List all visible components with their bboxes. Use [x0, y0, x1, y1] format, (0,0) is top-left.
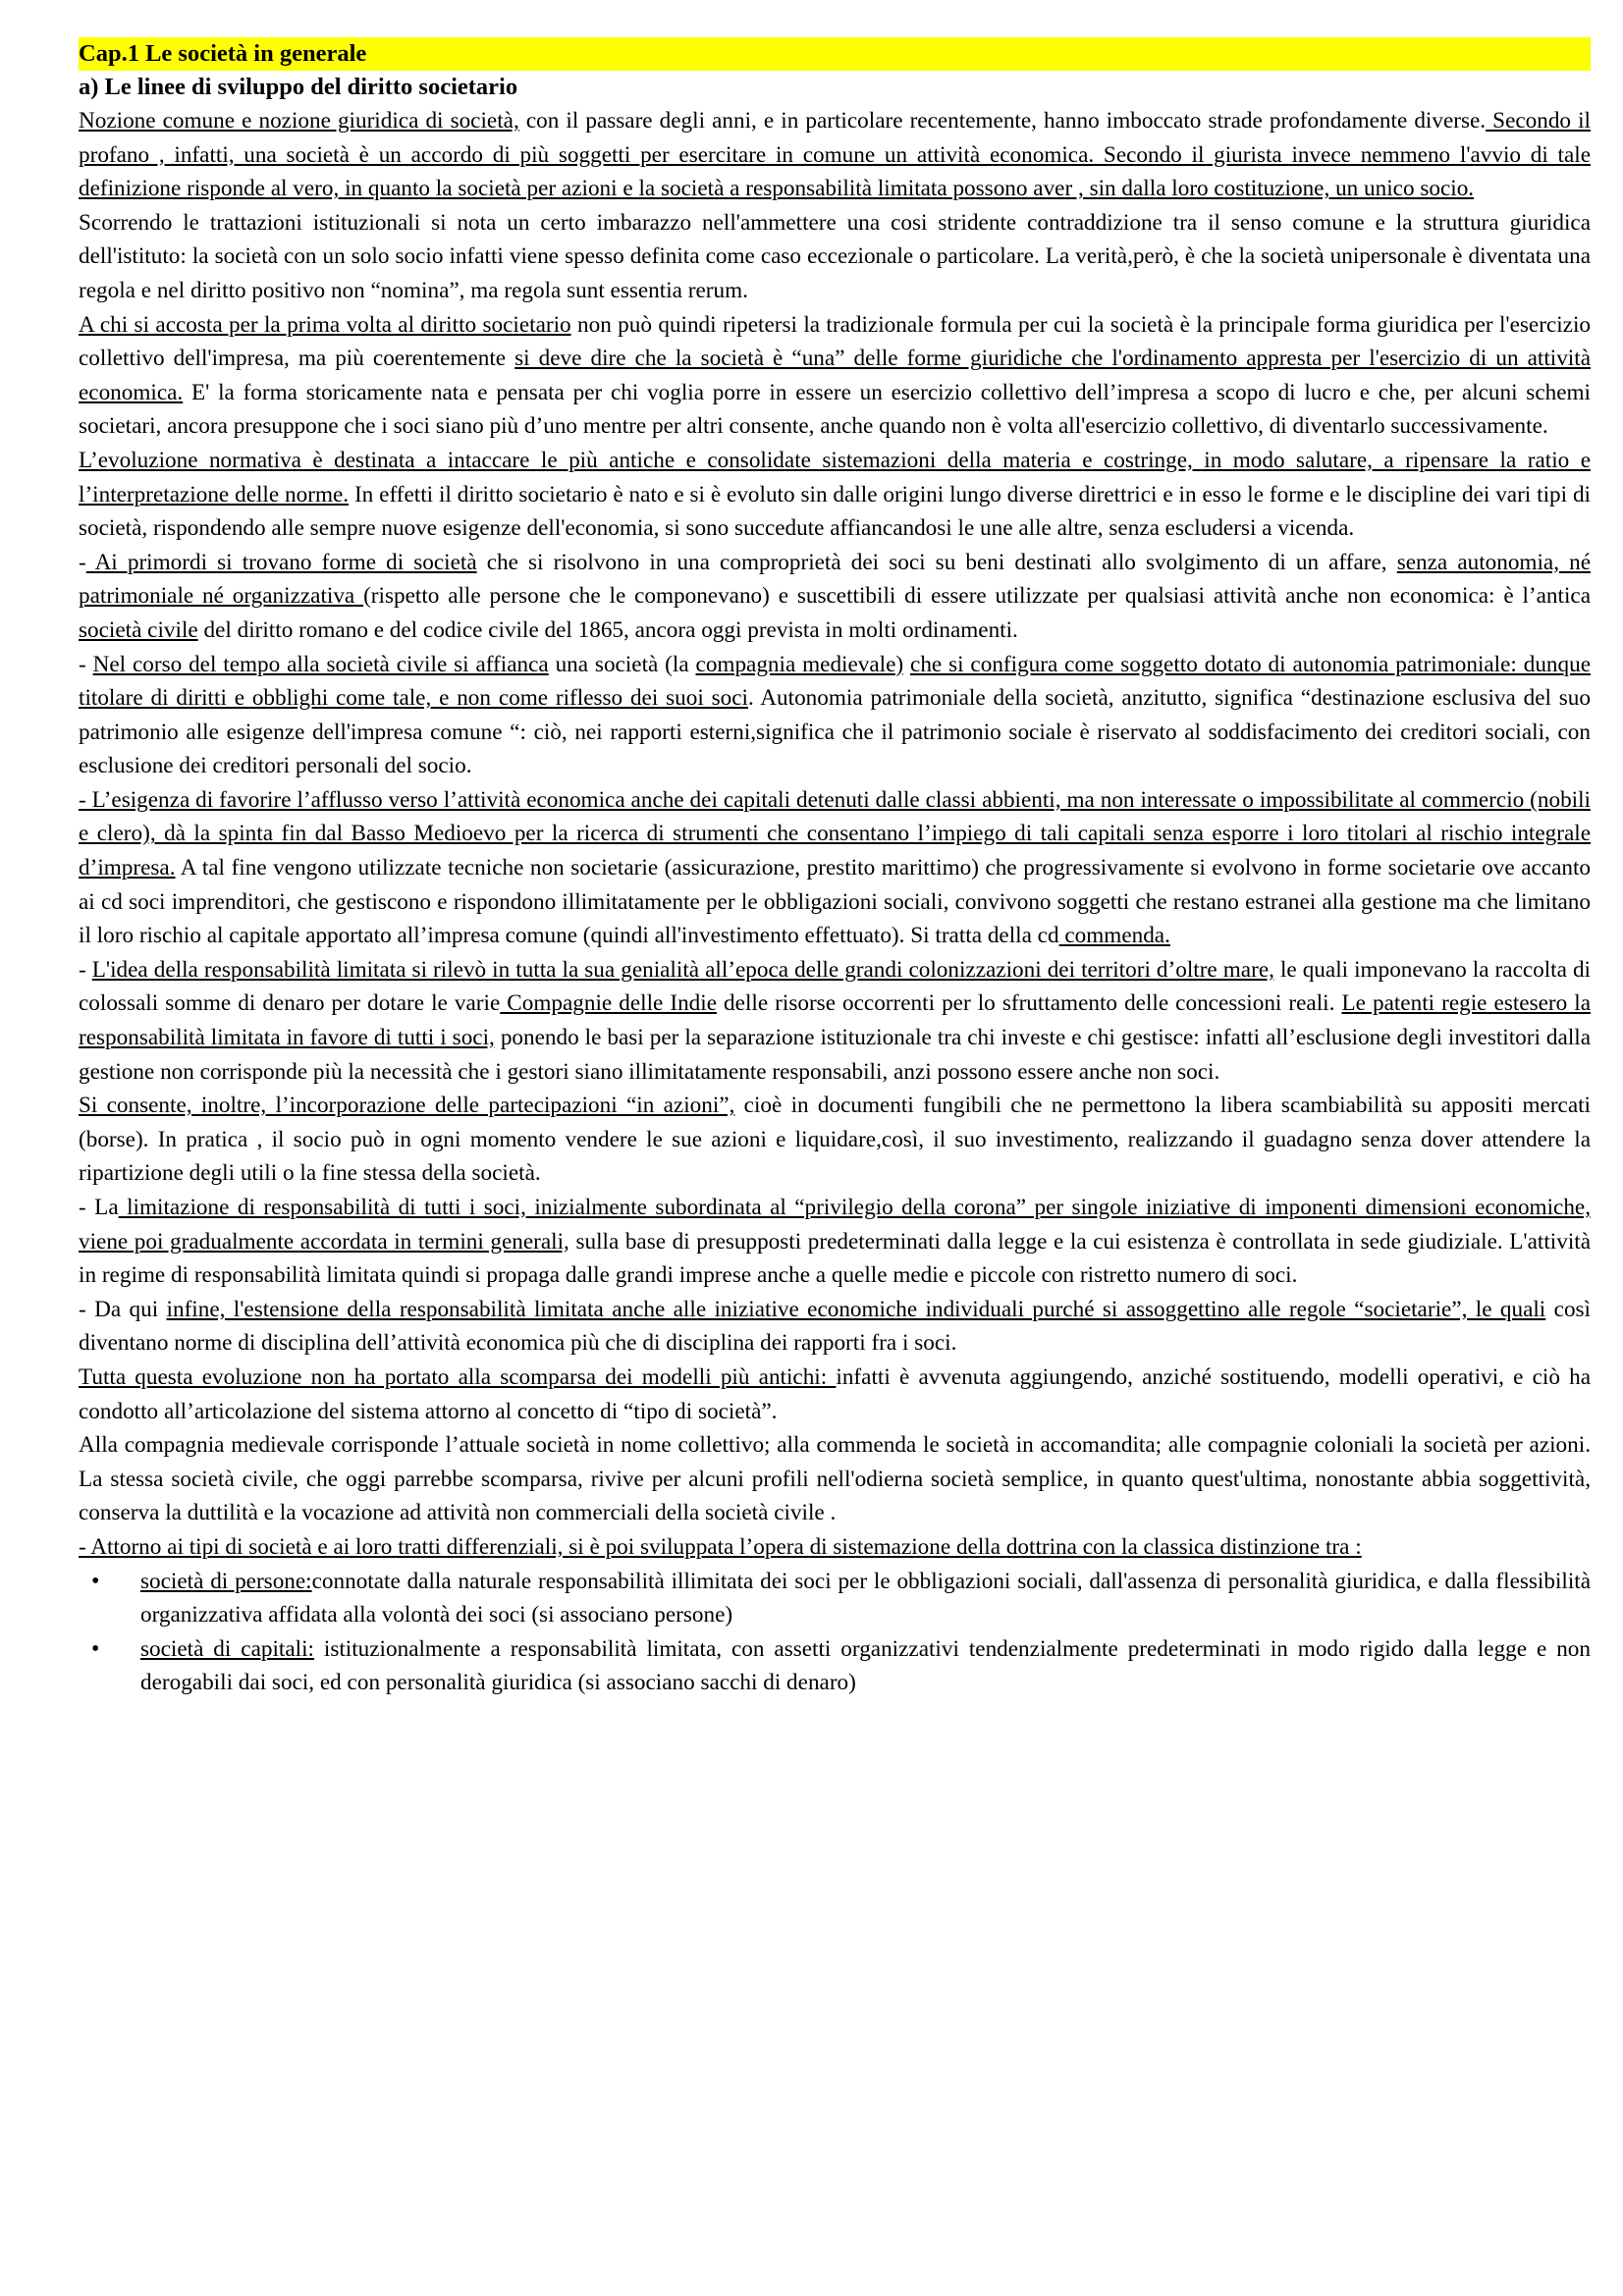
- bullet-icon: •: [91, 1568, 100, 1594]
- underlined-text: Le patenti regie estesero la responsabilità limitata in favore di tutti i soci,: [79, 990, 1591, 1051]
- chapter-title: Cap.1 Le società in generale: [79, 37, 1591, 71]
- body-text: istituzionalmente a responsabilità limitata, con assetti organizzativi tendenzialmente predeterminati in modo rigido dalla legge e non derogabili dai soci, ed con personalità giuridica (si associano sacchi di denaro): [140, 1635, 1591, 1696]
- body-text: connotate dalla naturale responsabilità illimitata dei soci per le obbligazioni sociali, dall'assenza di personalità giuridica, e dalla flessibilità organizzativa affidata alla volontà dei soci (si associano persone): [140, 1568, 1591, 1629]
- underlined-text: società civile: [79, 616, 198, 643]
- underlined-text: si deve dire che la società è “una” delle forme giuridiche che l'ordinamento appresta per l'esercizio di un attività economica.: [79, 346, 1591, 405]
- underlined-text: L’evoluzione normativa è destinata a intaccare le più antiche e consolidate sistemazioni della materia e costringe, in modo salutare, a ripensare la ratio e l’interpretazione delle norme.: [79, 447, 1591, 507]
- paragraph: [79, 546, 1591, 648]
- body-text: delle risorse occorrenti per lo sfruttamento delle concessioni reali.: [717, 990, 1342, 1017]
- paragraph: [79, 1428, 1591, 1530]
- body-text: che si risolvono in una comproprietà dei soci su beni destinati allo svolgimento di un affare,: [476, 549, 1397, 575]
- body-text: In effetti il diritto societario è nato e si è evoluto sin dalle origini lungo diverse direttrici e in esso le forme e le discipline dei vari tipi di società, rispondendo alle sempre nuove esigenze dell'economia, si sono succedute affiancandosi le une alle altre, senza escludersi a vicenda.: [79, 481, 1591, 542]
- body-text: [903, 652, 910, 677]
- body-text: A tal fine vengono utilizzate tecniche non societarie (assicurazione, prestito marittimo) che progressivamente si evolvono in forme societarie ove accanto ai cd soci imprenditori, che gestiscono e rispondono illimitatamente per le obbligazioni sociali, convivono soggetti che restano estranei alla gestione ma che limitano il loro rischio al capitale apportato all’impresa comune (quindi all'investimento effettuato). Si tratta della cd: [79, 855, 1591, 949]
- body-text: le quali imponevano la raccolta di colossali somme di denaro per dotare le varie: [79, 956, 1591, 1017]
- underlined-text: società di persone:: [140, 1568, 312, 1594]
- paragraph: [79, 1293, 1591, 1361]
- body-text: -: [79, 651, 93, 677]
- underlined-text: - L’esigenza di favorire l’afflusso verso l’attività economica anche dei capitali detenuti dalle classi abbienti, ma non interessate o impossibilitate al commercio (nobili e clero), dà la spinta fin dal Basso Medioevo per la ricerca di strumenti che consentano l’impiego di tali capitali senza esporre i loro titolari al rischio integrale d’impresa.: [79, 786, 1591, 881]
- underlined-text: limitazione di responsabilità di tutti i soci, inizialmente subordinata al “privilegio della corona” per singole iniziative di imponenti dimensioni economiche, viene poi gradualmente accordata in termini generali,: [79, 1195, 1591, 1255]
- body-text: sulla base di presupposti predeterminati dalla legge e la cui esistenza è controllata in sede giudiziale. L'attività in regime di responsabilità limitata quindi si propaga dalle grandi imprese anche a quelle medie e piccole con ristretto numero di soci.: [79, 1228, 1591, 1289]
- body-text: ponendo le basi per la separazione istituzionale tra chi investe e chi gestisce: infatti all’esclusione degli investitori dalla gestione non corrisponde più la necessità che i gestori siano illimitatamente responsabili, anzi possono essere anche non soci.: [79, 1025, 1591, 1085]
- underlined-text: Compagnie delle Indie: [500, 990, 717, 1017]
- underlined-text: senza autonomia, né patrimoniale né organizzativa: [79, 549, 1591, 610]
- underlined-text: commenda.: [1058, 923, 1170, 949]
- body-text: - Da qui: [79, 1296, 167, 1322]
- underlined-text: Secondo il profano , infatti, una società è un accordo di più soggetti per esercitare in comune un attività economica. Secondo il giurista invece nemmeno l'avvio di tale definizione risponde al vero, in quanto la società per azioni e la società a responsabilità limitata possono aver , sin dalla loro costituzione, un unico socio.: [79, 108, 1591, 202]
- body-text: Alla compagnia medievale corrisponde l’attuale società in nome collettivo; alla commenda le società in accomandita; alle compagnie coloniali la società per azioni. La stessa società civile, che oggi parrebbe scomparsa, rivive per alcuni profili nell'odierna società semplice, in quanto quest'ultima, nonostante abbia soggettività, conserva la duttilità e la vocazione ad attività non commerciali della società civile .: [79, 1432, 1591, 1526]
- body-text: infatti è avvenuta aggiungendo, anziché sostituendo, modelli operativi, e ciò ha condotto all’articolazione del sistema attorno al concetto di “tipo di società”.: [79, 1363, 1592, 1424]
- bullet-list: [79, 1565, 1591, 1700]
- body-text: (rispetto alle persone che le componevano) e suscettibili di essere utilizzate per qualsiasi attività anche non economica: è l’antica: [363, 583, 1591, 610]
- underlined-text: compagnia medievale): [695, 651, 904, 677]
- underlined-text: società di capitali:: [140, 1635, 314, 1662]
- list-item: [79, 1632, 1591, 1700]
- bullet-icon: •: [91, 1635, 100, 1662]
- underlined-text: Si consente, inoltre, l’incorporazione delle partecipazioni “in azioni”,: [79, 1093, 735, 1119]
- underlined-text: Tutta questa evoluzione non ha portato alla scomparsa dei modelli più antichi:: [79, 1363, 837, 1390]
- paragraph: [79, 104, 1591, 206]
- list-item: [79, 1565, 1591, 1632]
- underlined-text: A chi si accosta per la prima volta al diritto societario: [79, 311, 571, 338]
- body-text: - La: [79, 1195, 119, 1220]
- paragraph: [79, 783, 1591, 953]
- body-text: del diritto romano e del codice civile del 1865, ancora oggi prevista in molti ordinamenti.: [197, 616, 1018, 643]
- underlined-text: Nel corso del tempo alla società civile si affianca: [92, 651, 549, 677]
- paragraph: [79, 206, 1591, 308]
- section-title: a) Le linee di sviluppo del diritto societario: [79, 74, 518, 100]
- underlined-text: che si configura come soggetto dotato di autonomia patrimoniale: dunque titolare di diritti e obblighi come tale, e non come riflesso dei suoi soci: [79, 651, 1591, 712]
- document-page: [79, 37, 1591, 1700]
- paragraph: [79, 1361, 1591, 1428]
- underlined-text: L'idea della responsabilità limitata si rilevò in tutta la sua genialità all’epoca delle grandi colonizzazioni dei territori d’oltre mare,: [91, 956, 1274, 983]
- body-text: cioè in documenti fungibili che ne permettono la libera scambiabilità su appositi mercati (borse). In pratica , il socio può in ogni momento vendere le sue azioni e liquidare,così, il suo investimento, realizzando il guadagno senza dover attendere la ripartizione degli utili o la fine stessa della società.: [79, 1093, 1592, 1187]
- body-text: una società (la: [548, 651, 696, 677]
- paragraph: [79, 444, 1591, 546]
- body-text: E' la forma storicamente nata e pensata per chi voglia porre in essere un esercizio collettivo dell’impresa a scopo di lucro e che, per alcuni schemi societari, ancora presuppone che i soci siano più d’uno mentre per altri consente, anche quando non è volta all'esercizio collettivo, di diventarlo successivamente.: [79, 379, 1591, 440]
- body-text: non può quindi ripetersi la tradizionale formula per cui la società è la principale forma giuridica per l'esercizio collettivo dell'impresa, ma più coerentemente: [79, 311, 1591, 372]
- body-text: Scorrendo le trattazioni istituzionali si nota un certo imbarazzo nell'ammettere una cosi stridente contraddizione tra il senso comune e la struttura giuridica dell'istituto: la società con un solo socio infatti viene spesso definita come caso eccezionale o particolare. La verità,però, è che la società unipersonale è diventata una regola e nel diritto positivo non “nomina”, ma regola sunt essentia rerum.: [79, 209, 1591, 303]
- underlined-text: Ai primordi si trovano forme di società: [85, 549, 477, 575]
- paragraph: [79, 648, 1591, 783]
- body-text: . Autonomia patrimoniale della società, anzitutto, significa “destinazione esclusiva del suo patrimonio alle esigenze dell'impresa comune “: ciò, nei rapporti esterni,significa che il patrimonio sociale è riservato al soddisfacimento dei creditori sociali, con esclusione dei creditori personali del socio.: [79, 685, 1591, 779]
- body-text: -: [79, 549, 86, 575]
- body-text: così diventano norme di disciplina dell’attività economica più che di disciplina dei rapporti fra i soci.: [79, 1296, 1591, 1357]
- paragraph: [79, 953, 1591, 1089]
- underlined-text: infine, l'estensione della responsabilità limitata anche alle iniziative economiche individuali purché si assoggettino alle regole “societarie”, le quali: [166, 1296, 1546, 1322]
- paragraph: [79, 308, 1591, 444]
- paragraph: [79, 1530, 1591, 1565]
- underlined-text: Nozione comune e nozione giuridica di società,: [79, 108, 519, 133]
- paragraph: [79, 1191, 1591, 1293]
- paragraph: [79, 1089, 1591, 1191]
- body-text: con il passare degli anni, e in particolare recentemente, hanno imboccato strade profondamente diverse.: [518, 108, 1487, 133]
- underlined-text: - Attorno ai tipi di società e ai loro tratti differenziali, si è poi sviluppata l’opera di sistemazione della dottrina con la classica distinzione tra :: [79, 1533, 1362, 1560]
- body-text: -: [79, 956, 92, 983]
